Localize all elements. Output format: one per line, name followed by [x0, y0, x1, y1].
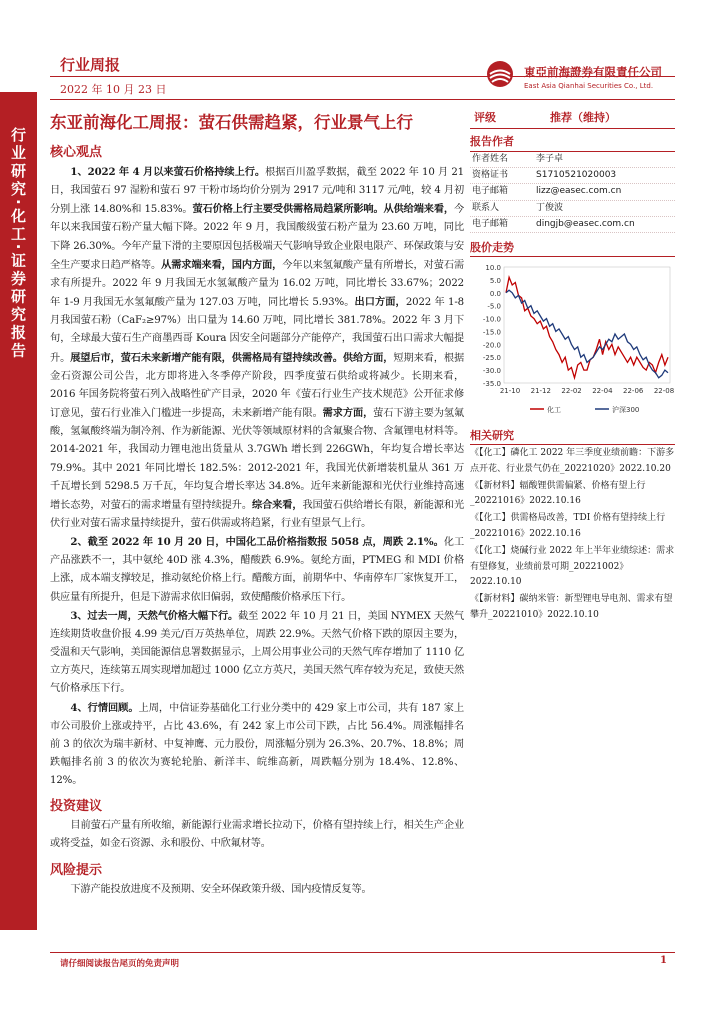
authors-list [470, 152, 675, 233]
bold-run: 3、过去一周，天然气价格大幅下行。 [70, 609, 239, 622]
rating-box [470, 106, 675, 129]
author-key: 联系人 [472, 202, 500, 213]
y-tick-label: 5.0 [489, 276, 501, 285]
author-key: 作者姓名 [472, 154, 509, 164]
legend-label: 沪深300 [612, 406, 640, 415]
paragraph-3 [50, 607, 464, 699]
related-item[interactable]: 《【新材料】辐酸锂供需偏紧、价格有望上行_20221016》2022.10.16 [470, 480, 646, 507]
x-tick-label: 22-04 [592, 387, 613, 396]
bold-run: 1、2022 年 4 月以来萤石价格持续上行。 [70, 166, 266, 178]
text-run: 今年以来氢氟酸产量有所增长，对萤石需求有所提升。2022 年 9 月我国无水氢氟酸产量为 16.02 万吨，同比增长 33.67%；2022 年 1-9 月我国无水氢氟酸产量为 127.03 万吨，同比增长 5.93%。 [50, 259, 464, 309]
text-run: 化工产品涨跌不一，其中氨纶 40D 涨 4.3%，醋酸跌 6.9%。氨纶方面，PTMEG 和 MDI 价格上涨，成本端支撑较足，推动氨纶价格上行。醋酸方面，前期华中、华南停车厂家恢复开工，供应量有所提升，但是下游需求依旧偏弱，致使醋酸价格承压下行。 [50, 537, 464, 603]
author-value: 丁俊波 [536, 202, 564, 213]
y-tick-label: -5.0 [487, 302, 501, 311]
y-tick-label: 0.0 [489, 289, 501, 298]
text-run: 萤石下游主要为氢氟酸，氢氟酸终端为制冷剂、作为新能源、光伏等领域原材料的含氟聚合物、含氟锂电材料等。2014-2021 年，我国动力锂电池出货量从 3.7GWh 增长到 226GWh，年均复合增长率达 79.9%。其中 2021 年同比增长 182.5%：2012-2021 年，我国光伏新增装机量从 361 万千瓦增长到 5298.5 万千瓦，年均复合增长率达 34.8%。近年来新能源和光伏行业维持高速增长态势，对萤石的需求增量有望持续提升。 [50, 408, 464, 511]
x-tick-label: 22-08 [653, 387, 675, 396]
text-run: 今年以来我国萤石粉产量大幅下降。2022 年 9 月，我国酸级萤石粉产量为 23.60 万吨，同比下降 26.30%。今年产量下滑的主要原因包括极端天气影响导致企业限电限产、环保政策与安全生产要求日趋严格等。 [50, 204, 464, 271]
company-logo [486, 60, 672, 94]
author-value: S1710521020003 [536, 170, 617, 181]
related-item[interactable]: 《【化工】烧碱行业 2022 年上半年业绩综述：需求有望修复，业绩前景可期_20221002》2022.10.10 [470, 545, 675, 588]
y-tick-label: -30.0 [482, 367, 501, 376]
risk-heading: 风险提示 [50, 862, 103, 878]
related-item[interactable]: 《【化工】磷化工 2022 年三季度业绩前瞻：下游多点开花、行业景气仍在_20221020》2022.10.20 [470, 448, 675, 474]
x-tick-label: 21-12 [530, 387, 551, 396]
authors-heading: 报告作者 [470, 133, 675, 152]
series-line-1 [506, 290, 668, 378]
x-tick-label: 21-10 [499, 387, 521, 396]
company-name-cn: 東亞前海證券有限責任公司 [524, 65, 662, 79]
bold-run: 展望后市，萤石未来新增产能有限，供需格局有望持续改善。供给方面， [70, 351, 394, 364]
author-row [470, 152, 675, 168]
rating-value: 推荐（维持） [550, 111, 616, 124]
author-row [470, 217, 675, 233]
y-tick-label: -15.0 [482, 328, 501, 337]
paragraph-1 [50, 163, 464, 533]
investment-text: 目前萤石产量有所收缩，新能源行业需求增长拉动下，价格有望持续上行，相关生产企业或将受益，如金石资源、永和股份、中欣氟材等。 [50, 820, 464, 850]
core-view-heading: 核心观点 [50, 145, 103, 160]
bold-run: 萤石价格上行主要受供需格局趋紧所影响。从供给端来看， [192, 203, 454, 216]
report-date: 2022 年 10 月 23 日 [60, 83, 167, 96]
author-row [470, 168, 675, 184]
footer-divider [50, 952, 675, 953]
x-tick-label: 22-06 [623, 387, 644, 396]
text-run: 我国萤石供给增长有限，新能源和光伏行业对萤石需求量持续提升，萤石供需或将趋紧，行业有望景气上行。 [50, 499, 465, 529]
sidebar-label: 行业研究·化工·证券研究报告 [0, 92, 37, 930]
text-run: 2022 年 1-8 月我国萤石粉（CaF₂≥97%）出口量为 14.60 万吨，同比增长 381.78%。2022 年 3 月下旬，全球最大萤石生产商墨西哥 Koura 因安全问题部分产能停产，我国萤石出口需求大幅提升。 [50, 297, 464, 364]
stock-price-chart [470, 261, 675, 421]
stock-chart-heading: 股价走势 [470, 239, 675, 257]
report-category: 行业周报 [60, 56, 121, 74]
page-number: 1 [660, 955, 667, 966]
text-run: 截至 2022 年 10 月 21 日，美国 NYMEX 天然气连续期货收盘价报 4.99 美元/百万英热单位，周跌 22.9%。天然气价格下跌的原因主要为，受温和天气影响，美国能源信息署数据显示，上周公用事业公司的天然气库存增加了 1110 亿立方英尺，连续第五周实现增加超过 1000 亿立方英尺，美国天然气库存较为充足，致使天然气价格承压下行。 [50, 610, 465, 695]
bold-run: 4、行情回顾。 [70, 701, 139, 714]
rating-label: 评级 [474, 111, 496, 124]
author-value: 李子卓 [536, 154, 564, 164]
author-value[interactable]: lizz@easec.com.cn [536, 186, 622, 197]
legend-label: 化工 [547, 406, 561, 415]
logo-mark-icon [486, 60, 514, 88]
author-key: 电子邮箱 [472, 186, 509, 197]
company-name-en: East Asia Qianhai Securities Co., Ltd. [524, 82, 654, 90]
paragraph-2 [50, 533, 464, 607]
x-tick-label: 22-02 [561, 387, 582, 396]
text-run: 上周，中信证券基础化工行业分类中的 429 家上市公司，共有 187 家上市公司股价上涨或持平，占比 43.6%，有 242 家上市公司下跌，占比 56.4%。周涨幅排名前 3 的依次为瑞丰新材、中复神鹰、元力股份，周涨幅分别为 26.3%、20.7%、18.8%；周跌幅排名前 3 的依次为赛轮轮胎、新洋丰、皖维高新，周跌幅分别为 18.4%、12.8%、12%。 [50, 702, 464, 787]
disclaimer-note: 请仔细阅读报告尾页的免责声明 [60, 959, 180, 969]
bold-run: 需求方面， [322, 407, 374, 420]
text-run: 短期来看，根据金石资源公司公告，北方即将进入冬季停产阶段，四季度萤石供给或将减少。长期来看，2016 年国务院将萤石列入战略性矿产目录，2020 年《萤石行业生产技术规范》公开征求修订意见，萤石行业准入门槛进一步提高，未来新增产能有限。 [50, 352, 465, 420]
bold-run: 出口方面， [354, 296, 406, 309]
report-title: 东亚前海化工周报：萤石供需趋紧，行业景气上行 [50, 113, 413, 132]
author-row [470, 201, 675, 217]
author-row [470, 184, 675, 200]
y-tick-label: 10.0 [485, 264, 501, 273]
bold-run: 从需求端来看，国内方面， [161, 258, 283, 271]
related-item[interactable]: 《【新材料】碳纳米管：新型锂电导电剂、需求有望攀升_20221010》2022.10.10 [470, 594, 673, 620]
y-tick-label: -25.0 [482, 354, 501, 363]
related-item[interactable]: 《【化工】供需格局改善，TDI 价格有望持续上行_20221016》2022.10.16 [470, 513, 666, 539]
author-value[interactable]: dingjb@easec.com.cn [536, 218, 635, 229]
y-tick-label: -20.0 [482, 341, 501, 350]
plot-frame [504, 267, 670, 383]
y-tick-label: -10.0 [482, 315, 501, 324]
bold-run: 综合来看， [251, 498, 303, 511]
main-column [50, 106, 464, 899]
y-tick-label: -35.0 [482, 380, 501, 389]
header-divider-bottom [50, 99, 675, 100]
related-research-heading: 相关研究 [470, 427, 675, 445]
right-column [470, 106, 675, 624]
bold-run: 2、截至 2022 年 10 月 20 日，中国化工品价格指数报 5058 点，周跌 2.1%。 [70, 536, 444, 549]
text-run: 根据百川盈孚数据，截至 2022 年 10 月 21 日，我国萤石 97 湿粉和萤石 97 干粉市场均价分别为 2917 元/吨和 3117 元/吨，较 4 月初分别上涨 14.80%和 15.83%。 [50, 167, 464, 216]
author-key: 电子邮箱 [472, 218, 509, 229]
author-key: 资格证书 [472, 170, 509, 181]
investment-heading: 投资建议 [50, 799, 103, 815]
paragraph-4 [50, 699, 464, 791]
risk-text: 下游产能投放进度不及预期、安全环保政策升级、国内疫情反复等。 [70, 883, 372, 895]
